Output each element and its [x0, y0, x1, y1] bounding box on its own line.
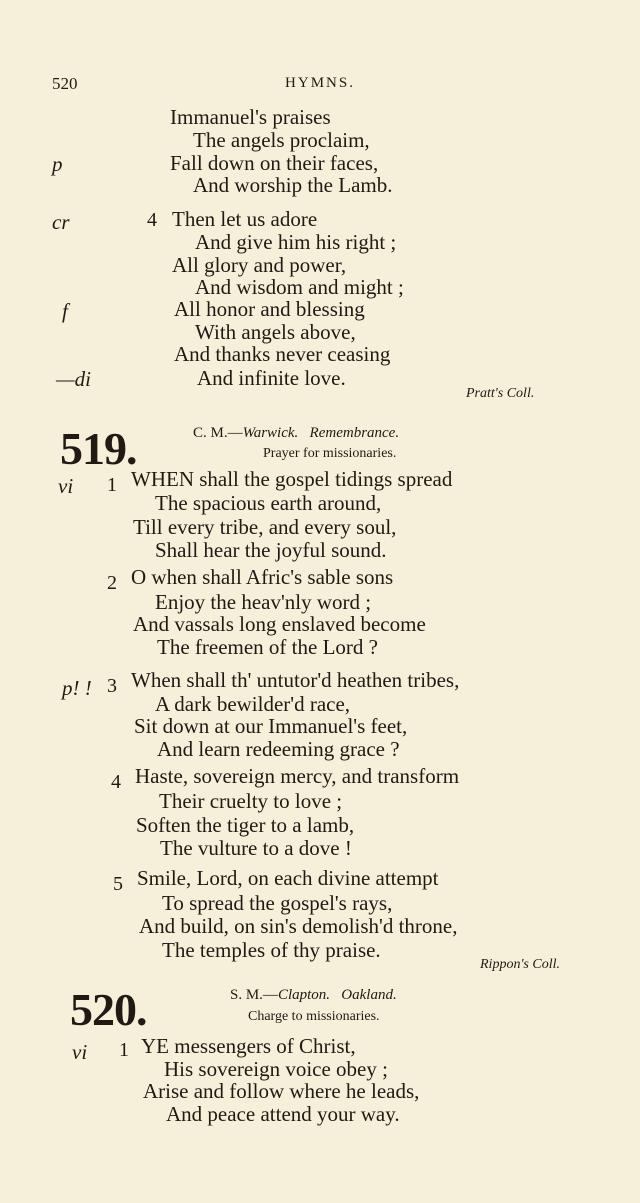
- verse-line: YE messengers of Christ,: [141, 1034, 356, 1058]
- verse-line: The vulture to a dove !: [160, 836, 352, 860]
- verse-line: Immanuel's praises: [170, 105, 331, 129]
- stanza-number: 3: [107, 675, 117, 697]
- hymn-subject: Charge to missionaries.: [248, 1009, 380, 1024]
- page-header: [0, 74, 640, 98]
- page-number: 520: [52, 74, 78, 93]
- hymn-number: 520.: [70, 984, 147, 1035]
- hymn-number: 519.: [60, 423, 137, 474]
- verse-line: Till every tribe, and every soul,: [133, 515, 397, 539]
- dynamic-mark: vi: [58, 474, 74, 498]
- hymn-attribution: Pratt's Coll.: [466, 386, 535, 401]
- verse-line: To spread the gospel's rays,: [162, 891, 393, 915]
- verse-line: His sovereign voice obey ;: [164, 1057, 388, 1081]
- hymn-attribution: Rippon's Coll.: [480, 957, 561, 972]
- verse-line: And infinite love.: [197, 366, 346, 390]
- verse-line: Fall down on their faces,: [170, 151, 379, 175]
- verse-line: All glory and power,: [172, 253, 347, 277]
- verse-line: When shall th' untutor'd heathen tribes,: [131, 668, 460, 692]
- verse-line: A dark bewilder'd race,: [155, 692, 351, 716]
- stanza-number: 5: [113, 873, 123, 895]
- tune-name: Warwick.: [242, 425, 299, 441]
- stanza-number: 4: [147, 209, 157, 231]
- verse-line: Then let us adore: [172, 207, 318, 231]
- hymn-meter: S. M.—Clapton. Oakland.: [230, 987, 397, 1003]
- verse-line: Their cruelty to love ;: [159, 789, 343, 813]
- verse-line: Shall hear the joyful sound.: [155, 538, 387, 562]
- verse-line: The spacious earth around,: [155, 491, 382, 515]
- verse-line: The temples of thy praise.: [162, 938, 381, 962]
- verse-line: Arise and follow where he leads,: [143, 1079, 420, 1103]
- tune-name: Clapton.: [277, 987, 331, 1003]
- verse-line: And learn redeeming grace ?: [157, 737, 400, 761]
- verse-line: And worship the Lamb.: [193, 173, 393, 197]
- verse-line: And peace attend your way.: [166, 1102, 400, 1126]
- dynamic-mark: p: [52, 152, 63, 176]
- dynamic-mark: —di: [56, 367, 92, 391]
- verse-line: WHEN shall the gospel tidings spread: [131, 467, 453, 491]
- verse-line: Smile, Lord, on each divine attempt: [137, 866, 439, 890]
- verse-line: Sit down at our Immanuel's feet,: [134, 714, 408, 738]
- dynamic-mark: cr: [52, 210, 70, 234]
- verse-line: And vassals long enslaved become: [133, 612, 426, 636]
- hymn-subject: Prayer for missionaries.: [263, 446, 397, 461]
- stanza-number: 2: [107, 572, 117, 594]
- verse-line: Soften the tiger to a lamb,: [136, 813, 355, 837]
- hymn-meter: C. M.—Warwick. Remembrance.: [193, 425, 400, 441]
- verse-line: All honor and blessing: [174, 297, 365, 321]
- verse-line: And thanks never ceasing: [174, 342, 391, 366]
- stanza-number: 4: [111, 771, 121, 793]
- verse-line: And give him his right ;: [195, 230, 397, 254]
- dynamic-mark: p! !: [62, 676, 92, 700]
- verse-line: The angels proclaim,: [193, 128, 370, 152]
- verse-line: Haste, sovereign mercy, and transform: [135, 764, 460, 788]
- dynamic-mark: vi: [72, 1040, 88, 1064]
- stanza-number: 1: [107, 474, 117, 496]
- verse-line: O when shall Afric's sable sons: [131, 565, 394, 589]
- verse-line: Enjoy the heav'nly word ;: [155, 590, 372, 614]
- stanza-number: 1: [119, 1039, 129, 1061]
- tune-name-alt: Remembrance.: [309, 425, 400, 441]
- running-title: HYMNS.: [285, 75, 355, 91]
- verse-line: And wisdom and might ;: [195, 275, 404, 299]
- verse-line: And build, on sin's demolish'd throne,: [139, 914, 458, 938]
- tune-name-alt: Oakland.: [341, 987, 397, 1003]
- verse-line: With angels above,: [195, 320, 356, 344]
- dynamic-mark: f: [62, 299, 68, 323]
- verse-line: The freemen of the Lord ?: [157, 635, 378, 659]
